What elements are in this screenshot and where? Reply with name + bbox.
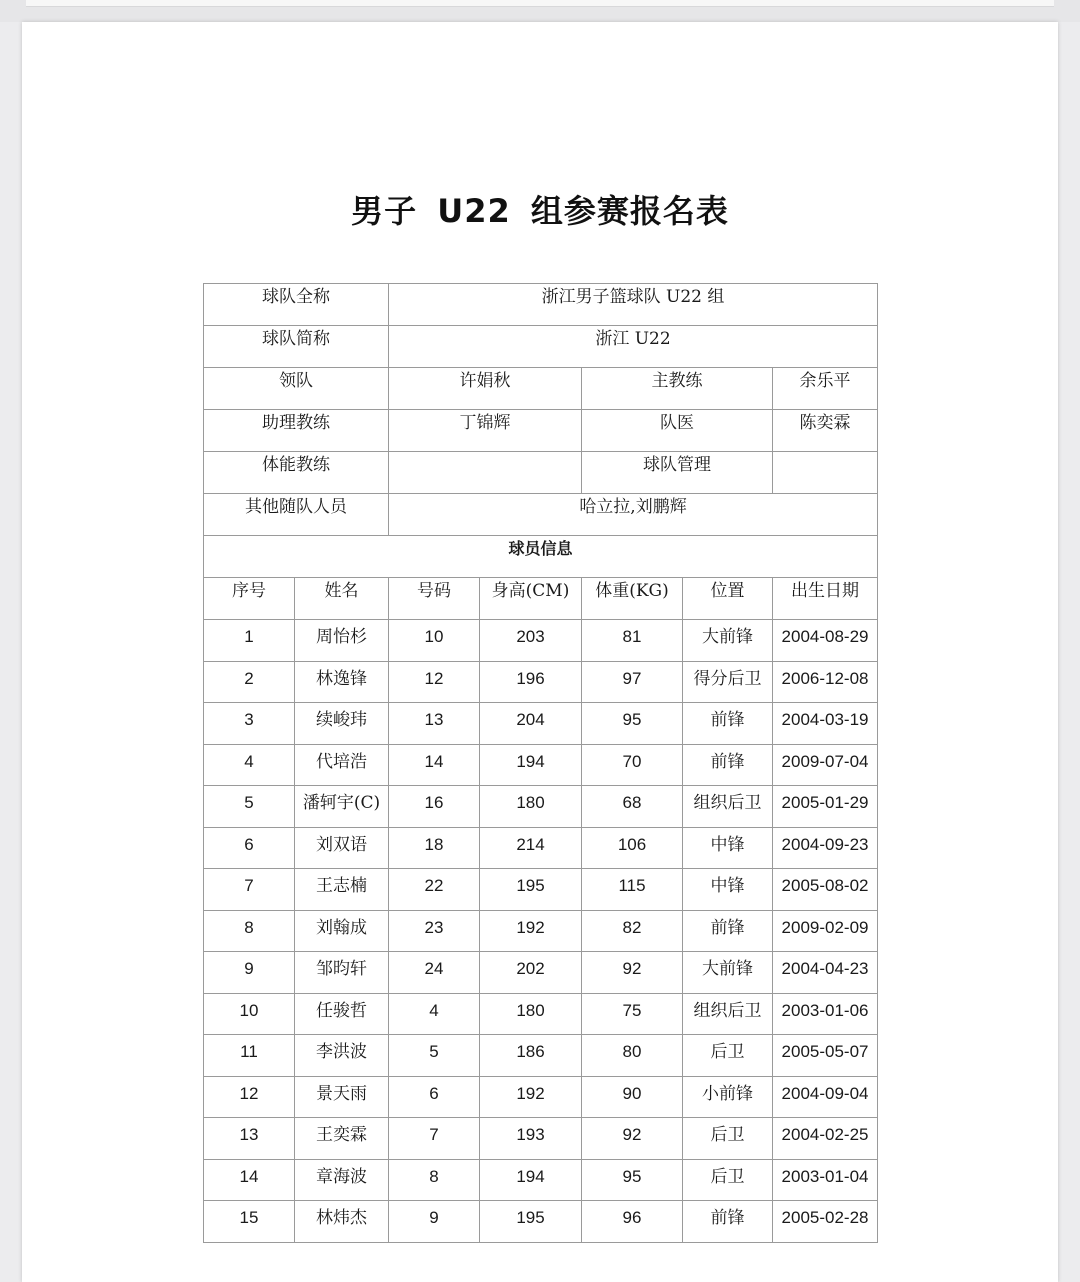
player-row: [204, 620, 878, 662]
player-index: 2: [204, 661, 295, 703]
doctor-value: 陈奕霖: [773, 410, 878, 452]
player-height: 180: [480, 993, 582, 1035]
player-position: 前锋: [683, 910, 773, 952]
manager-label: 球队管理: [582, 452, 773, 494]
player-row: [204, 1076, 878, 1118]
team-fullname-row: [204, 284, 878, 326]
player-number: 6: [389, 1076, 480, 1118]
player-row: [204, 869, 878, 911]
player-position: 后卫: [683, 1118, 773, 1160]
player-height: 192: [480, 1076, 582, 1118]
others-value: 哈立拉,刘鹏辉: [389, 494, 878, 536]
player-weight: 92: [582, 952, 683, 994]
head-coach-label: 主教练: [582, 368, 773, 410]
player-birthdate: 2006-12-08: [773, 661, 878, 703]
player-birthdate: 2005-08-02: [773, 869, 878, 911]
player-row: [204, 1118, 878, 1160]
player-number: 18: [389, 827, 480, 869]
fitness-coach-label: 体能教练: [204, 452, 389, 494]
player-number: 10: [389, 620, 480, 662]
player-position: 前锋: [683, 1201, 773, 1243]
player-birthdate: 2003-01-06: [773, 993, 878, 1035]
player-name: 周怡杉: [295, 620, 389, 662]
player-index: 14: [204, 1159, 295, 1201]
team-shortname-label: 球队简称: [204, 326, 389, 368]
player-weight: 95: [582, 703, 683, 745]
leader-row: [204, 368, 878, 410]
document-page: [22, 22, 1058, 1282]
head-coach-value: 余乐平: [773, 368, 878, 410]
player-header-row: [204, 578, 878, 620]
player-position: 小前锋: [683, 1076, 773, 1118]
registration-table: [203, 283, 878, 1243]
col-header-number: 号码: [389, 578, 480, 620]
players-section-heading: 球员信息: [204, 536, 878, 578]
col-header-height: 身高(CM): [480, 578, 582, 620]
player-name: 章海波: [295, 1159, 389, 1201]
col-header-birthdate: 出生日期: [773, 578, 878, 620]
player-index: 1: [204, 620, 295, 662]
player-row: [204, 744, 878, 786]
player-name: 景天雨: [295, 1076, 389, 1118]
player-weight: 70: [582, 744, 683, 786]
player-weight: 96: [582, 1201, 683, 1243]
player-birthdate: 2005-01-29: [773, 786, 878, 828]
player-birthdate: 2004-09-23: [773, 827, 878, 869]
player-weight: 75: [582, 993, 683, 1035]
player-index: 3: [204, 703, 295, 745]
player-index: 8: [204, 910, 295, 952]
player-position: 前锋: [683, 703, 773, 745]
player-name: 王奕霖: [295, 1118, 389, 1160]
player-weight: 97: [582, 661, 683, 703]
player-position: 得分后卫: [683, 661, 773, 703]
player-height: 194: [480, 1159, 582, 1201]
player-weight: 80: [582, 1035, 683, 1077]
fitness-coach-value: [389, 452, 582, 494]
player-position: 组织后卫: [683, 786, 773, 828]
team-fullname-value: 浙江男子篮球队 U22 组: [389, 284, 878, 326]
team-fullname-label: 球队全称: [204, 284, 389, 326]
player-row: [204, 827, 878, 869]
player-birthdate: 2004-09-04: [773, 1076, 878, 1118]
fitness-row: [204, 452, 878, 494]
player-birthdate: 2009-07-04: [773, 744, 878, 786]
player-height: 195: [480, 869, 582, 911]
player-height: 204: [480, 703, 582, 745]
document-title: 男子 U22 组参赛报名表: [351, 192, 729, 230]
player-number: 13: [389, 703, 480, 745]
leader-value: 许娟秋: [389, 368, 582, 410]
player-name: 任骏哲: [295, 993, 389, 1035]
player-position: 后卫: [683, 1035, 773, 1077]
player-row: [204, 661, 878, 703]
leader-label: 领队: [204, 368, 389, 410]
player-height: 203: [480, 620, 582, 662]
player-number: 4: [389, 993, 480, 1035]
assistant-coach-label: 助理教练: [204, 410, 389, 452]
player-number: 9: [389, 1201, 480, 1243]
player-number: 16: [389, 786, 480, 828]
player-weight: 106: [582, 827, 683, 869]
player-position: 前锋: [683, 744, 773, 786]
player-row: [204, 1201, 878, 1243]
player-position: 大前锋: [683, 620, 773, 662]
player-index: 10: [204, 993, 295, 1035]
doctor-label: 队医: [582, 410, 773, 452]
player-height: 194: [480, 744, 582, 786]
assistant-coach-value: 丁锦辉: [389, 410, 582, 452]
player-weight: 115: [582, 869, 683, 911]
player-number: 12: [389, 661, 480, 703]
player-birthdate: 2005-05-07: [773, 1035, 878, 1077]
player-weight: 68: [582, 786, 683, 828]
player-weight: 92: [582, 1118, 683, 1160]
player-birthdate: 2009-02-09: [773, 910, 878, 952]
player-height: 195: [480, 1201, 582, 1243]
player-birthdate: 2004-03-19: [773, 703, 878, 745]
player-name: 王志楠: [295, 869, 389, 911]
player-name: 续峻玮: [295, 703, 389, 745]
team-shortname-row: [204, 326, 878, 368]
player-birthdate: 2004-02-25: [773, 1118, 878, 1160]
col-header-name: 姓名: [295, 578, 389, 620]
player-height: 214: [480, 827, 582, 869]
player-number: 24: [389, 952, 480, 994]
player-index: 15: [204, 1201, 295, 1243]
player-number: 23: [389, 910, 480, 952]
player-index: 6: [204, 827, 295, 869]
player-name: 代培浩: [295, 744, 389, 786]
player-row: [204, 1035, 878, 1077]
player-weight: 82: [582, 910, 683, 952]
manager-value: [773, 452, 878, 494]
player-weight: 90: [582, 1076, 683, 1118]
player-name: 邹昀轩: [295, 952, 389, 994]
player-weight: 95: [582, 1159, 683, 1201]
player-name: 李洪波: [295, 1035, 389, 1077]
player-height: 202: [480, 952, 582, 994]
player-index: 9: [204, 952, 295, 994]
others-row: [204, 494, 878, 536]
player-weight: 81: [582, 620, 683, 662]
col-header-index: 序号: [204, 578, 295, 620]
col-header-weight: 体重(KG): [582, 578, 683, 620]
player-row: [204, 952, 878, 994]
player-index: 5: [204, 786, 295, 828]
col-header-position: 位置: [683, 578, 773, 620]
previous-page-edge: [26, 0, 1054, 7]
player-birthdate: 2004-08-29: [773, 620, 878, 662]
player-number: 7: [389, 1118, 480, 1160]
player-row: [204, 910, 878, 952]
player-birthdate: 2004-04-23: [773, 952, 878, 994]
player-number: 14: [389, 744, 480, 786]
player-row: [204, 993, 878, 1035]
player-height: 196: [480, 661, 582, 703]
player-birthdate: 2005-02-28: [773, 1201, 878, 1243]
player-position: 大前锋: [683, 952, 773, 994]
player-number: 22: [389, 869, 480, 911]
player-row: [204, 786, 878, 828]
player-index: 7: [204, 869, 295, 911]
player-height: 193: [480, 1118, 582, 1160]
player-height: 180: [480, 786, 582, 828]
others-label: 其他随队人员: [204, 494, 389, 536]
player-index: 12: [204, 1076, 295, 1118]
viewer-top-strip: [0, 0, 1080, 22]
assistant-row: [204, 410, 878, 452]
player-index: 13: [204, 1118, 295, 1160]
player-number: 5: [389, 1035, 480, 1077]
player-position: 中锋: [683, 869, 773, 911]
player-name: 刘翰成: [295, 910, 389, 952]
players-section-row: [204, 536, 878, 578]
player-index: 11: [204, 1035, 295, 1077]
player-position: 后卫: [683, 1159, 773, 1201]
player-index: 4: [204, 744, 295, 786]
player-name: 刘双语: [295, 827, 389, 869]
player-name: 潘轲宇(C): [295, 786, 389, 828]
player-position: 中锋: [683, 827, 773, 869]
player-name: 林逸锋: [295, 661, 389, 703]
player-number: 8: [389, 1159, 480, 1201]
player-name: 林炜杰: [295, 1201, 389, 1243]
player-row: [204, 1159, 878, 1201]
player-height: 186: [480, 1035, 582, 1077]
player-birthdate: 2003-01-04: [773, 1159, 878, 1201]
team-shortname-value: 浙江 U22: [389, 326, 878, 368]
player-height: 192: [480, 910, 582, 952]
player-row: [204, 703, 878, 745]
player-position: 组织后卫: [683, 993, 773, 1035]
